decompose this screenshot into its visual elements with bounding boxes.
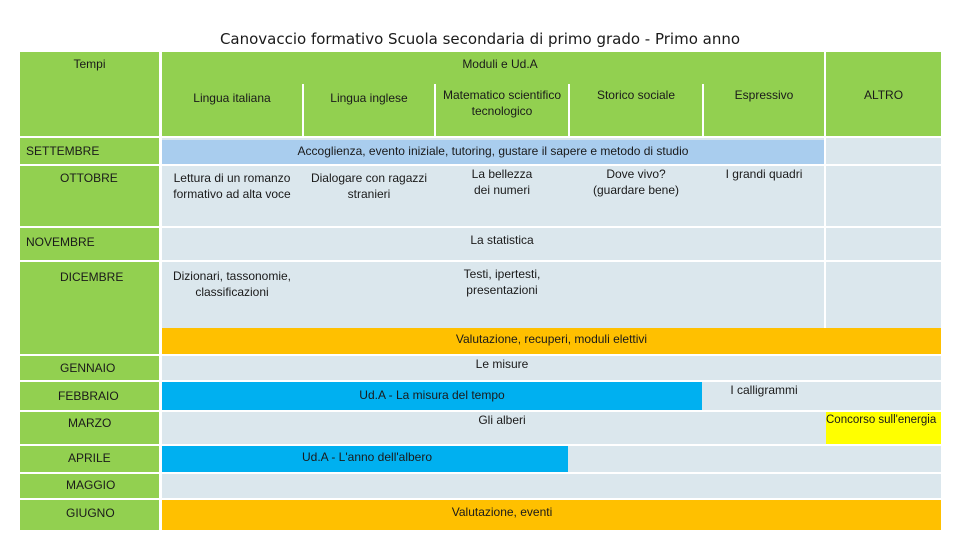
marzo-text: Gli alberi	[478, 413, 526, 427]
month-maggio: MAGGIO	[66, 478, 116, 492]
settembre-text: Accoglienza, evento iniziale, tutoring, gustare il sapere e metodo di studio	[297, 144, 689, 158]
febbraio-text: Ud.A - La misura del tempo	[359, 388, 505, 402]
subject-espressivo: Espressivo	[734, 88, 794, 102]
month-febbraio: FEBBRAIO	[58, 389, 119, 403]
ottobre-inglese: Dialogare con ragazzi stranieri	[310, 171, 428, 201]
tempi-header: Tempi	[73, 57, 106, 71]
column-divider	[824, 138, 826, 328]
month-giugno: GIUGNO	[66, 506, 115, 520]
row-divider	[20, 226, 941, 228]
month-marzo: MARZO	[68, 416, 112, 430]
month-gennaio: GENNAIO	[60, 361, 116, 375]
calligrammi-text: I calligrammi	[730, 383, 798, 397]
ottobre-espressivo: I grandi quadri	[725, 167, 803, 181]
page-title: Canovaccio formativo Scuola secondaria di primo grado - Primo anno	[219, 30, 741, 48]
concorso-text: Concorso sull'energia	[826, 414, 937, 426]
moduli-header: Moduli e Ud.A	[462, 57, 538, 71]
giugno-text: Valutazione, eventi	[451, 505, 553, 519]
subject-mat: Matematico scientifico tecnologico	[442, 88, 562, 118]
month-settembre: SETTEMBRE	[26, 144, 100, 158]
gennaio-text: Le misure	[475, 357, 529, 371]
month-aprile: APRILE	[68, 451, 111, 465]
ottobre-italiano: Lettura di un romanzo formativo ad alta voce	[173, 171, 291, 201]
subject-inglese: Lingua inglese	[330, 91, 408, 105]
month-ottobre: OTTOBRE	[60, 171, 118, 185]
ottobre-mat: La bellezza dei numeri	[471, 167, 533, 197]
subject-altro: ALTRO	[863, 88, 904, 102]
month-dicembre: DICEMBRE	[60, 270, 124, 284]
valutazione-text: Valutazione, recuperi, moduli elettivi	[455, 332, 648, 346]
aprile-text: Ud.A - L'anno dell'albero	[302, 450, 433, 464]
row-divider	[20, 260, 941, 262]
subject-italiano: Lingua italiana	[193, 91, 271, 105]
row-divider	[20, 472, 941, 474]
dicembre-mat: Testi, ipertesti, presentazioni	[463, 267, 541, 297]
month-novembre: NOVEMBRE	[26, 235, 95, 249]
dicembre-italiano: Dizionari, tassonomie, classificazioni	[172, 269, 292, 299]
novembre-mat: La statistica	[470, 233, 534, 247]
subject-storico: Storico sociale	[596, 88, 676, 102]
ottobre-storico: Dove vivo? (guardare bene)	[592, 167, 680, 197]
